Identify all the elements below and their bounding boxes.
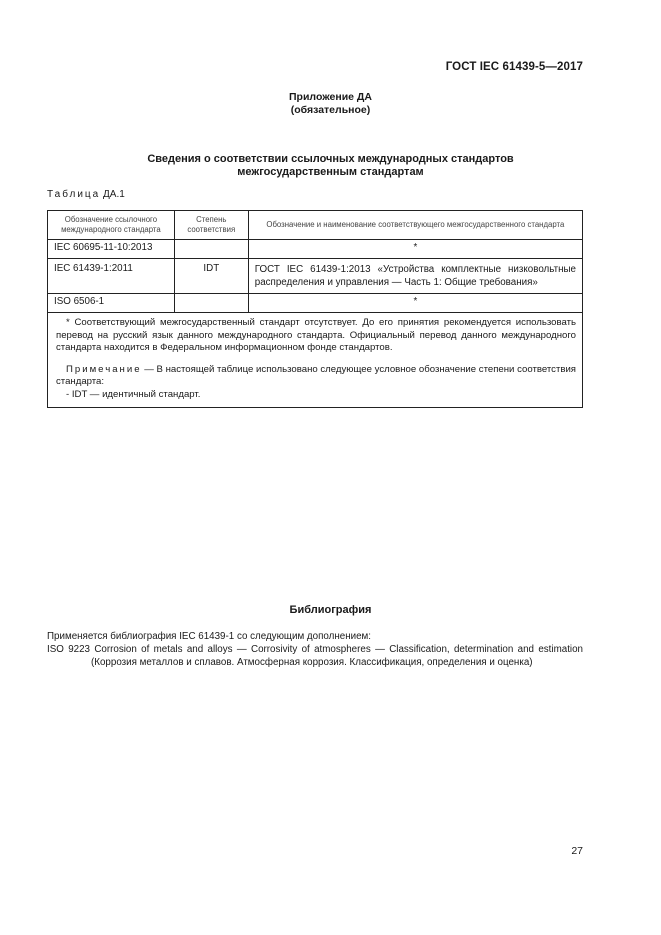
cell-degree bbox=[174, 240, 248, 259]
appendix-title: Приложение ДА bbox=[289, 91, 372, 103]
page-number: 27 bbox=[571, 845, 583, 857]
note-text: — В настоящей таблице использовано следующее условное обозначение степени соответствия стандарта: bbox=[56, 363, 576, 387]
table-row bbox=[48, 294, 583, 313]
cell-national: * bbox=[248, 240, 582, 259]
cell-degree bbox=[174, 294, 248, 313]
note-label: Примечание bbox=[66, 363, 142, 375]
cell-ref: IEC 60695-11-10:2013 bbox=[48, 240, 175, 259]
header-ref-standard: Обозначение ссылочного международного стандарта bbox=[48, 211, 175, 240]
section-title-line2: межгосударственным стандартам bbox=[237, 166, 424, 178]
bibliography-entry-translation: (Коррозия металлов и сплавов. Атмосферная коррозия. Классификация, определения и оценка) bbox=[91, 657, 533, 668]
correspondence-table bbox=[47, 210, 583, 408]
header-degree: Степень соответствия bbox=[174, 211, 248, 240]
appendix-heading bbox=[0, 91, 661, 117]
table-header-row bbox=[48, 211, 583, 240]
table-row bbox=[48, 240, 583, 259]
table-label-id: ДА.1 bbox=[103, 189, 125, 200]
document-code: ГОСТ IEC 61439-5—2017 bbox=[445, 61, 583, 73]
header-national-standard: Обозначение и наименование соответствующего межгосударственного стандарта bbox=[248, 211, 582, 240]
table-label bbox=[47, 189, 125, 200]
table-note bbox=[56, 364, 576, 389]
appendix-subtitle: (обязательное) bbox=[290, 104, 371, 116]
cell-national: ГОСТ IEC 61439-1:2013 «Устройства комплектные низковольтные распределения и управления — Часть 1: Общие требования» bbox=[248, 259, 582, 294]
table-label-prefix: Таблица bbox=[47, 189, 101, 200]
section-title-line1: Сведения о соответствии ссылочных международных стандартов bbox=[147, 153, 514, 165]
table-footnote: * Соответствующий межгосударственный стандарт отсутствует. До его принятия рекомендуется использовать перевод на русский язык данного международного стандарта. Официальный перевод данного международного стандарта находится в Федеральном информационном фонде стандартов. bbox=[56, 317, 576, 353]
cell-ref: ISO 6506-1 bbox=[48, 294, 175, 313]
bibliography-title: Библиография bbox=[289, 604, 372, 616]
cell-ref: IEC 61439-1:2011 bbox=[48, 259, 175, 294]
table-notes bbox=[48, 313, 583, 408]
section-title bbox=[0, 153, 661, 179]
table-row bbox=[48, 259, 583, 294]
cell-degree: IDT bbox=[174, 259, 248, 294]
bibliography-entry-original: ISO 9223 Corrosion of metals and alloys — Corrosivity of atmospheres — Classification, determination and estimation bbox=[47, 644, 583, 655]
bibliography-entry bbox=[47, 643, 583, 669]
table-notes-row bbox=[48, 313, 583, 408]
bibliography-intro: Применяется библиография IEC 61439-1 со следующим дополнением: bbox=[47, 631, 371, 642]
note-item: - IDT — идентичный стандарт. bbox=[66, 388, 201, 400]
cell-national: * bbox=[248, 294, 582, 313]
